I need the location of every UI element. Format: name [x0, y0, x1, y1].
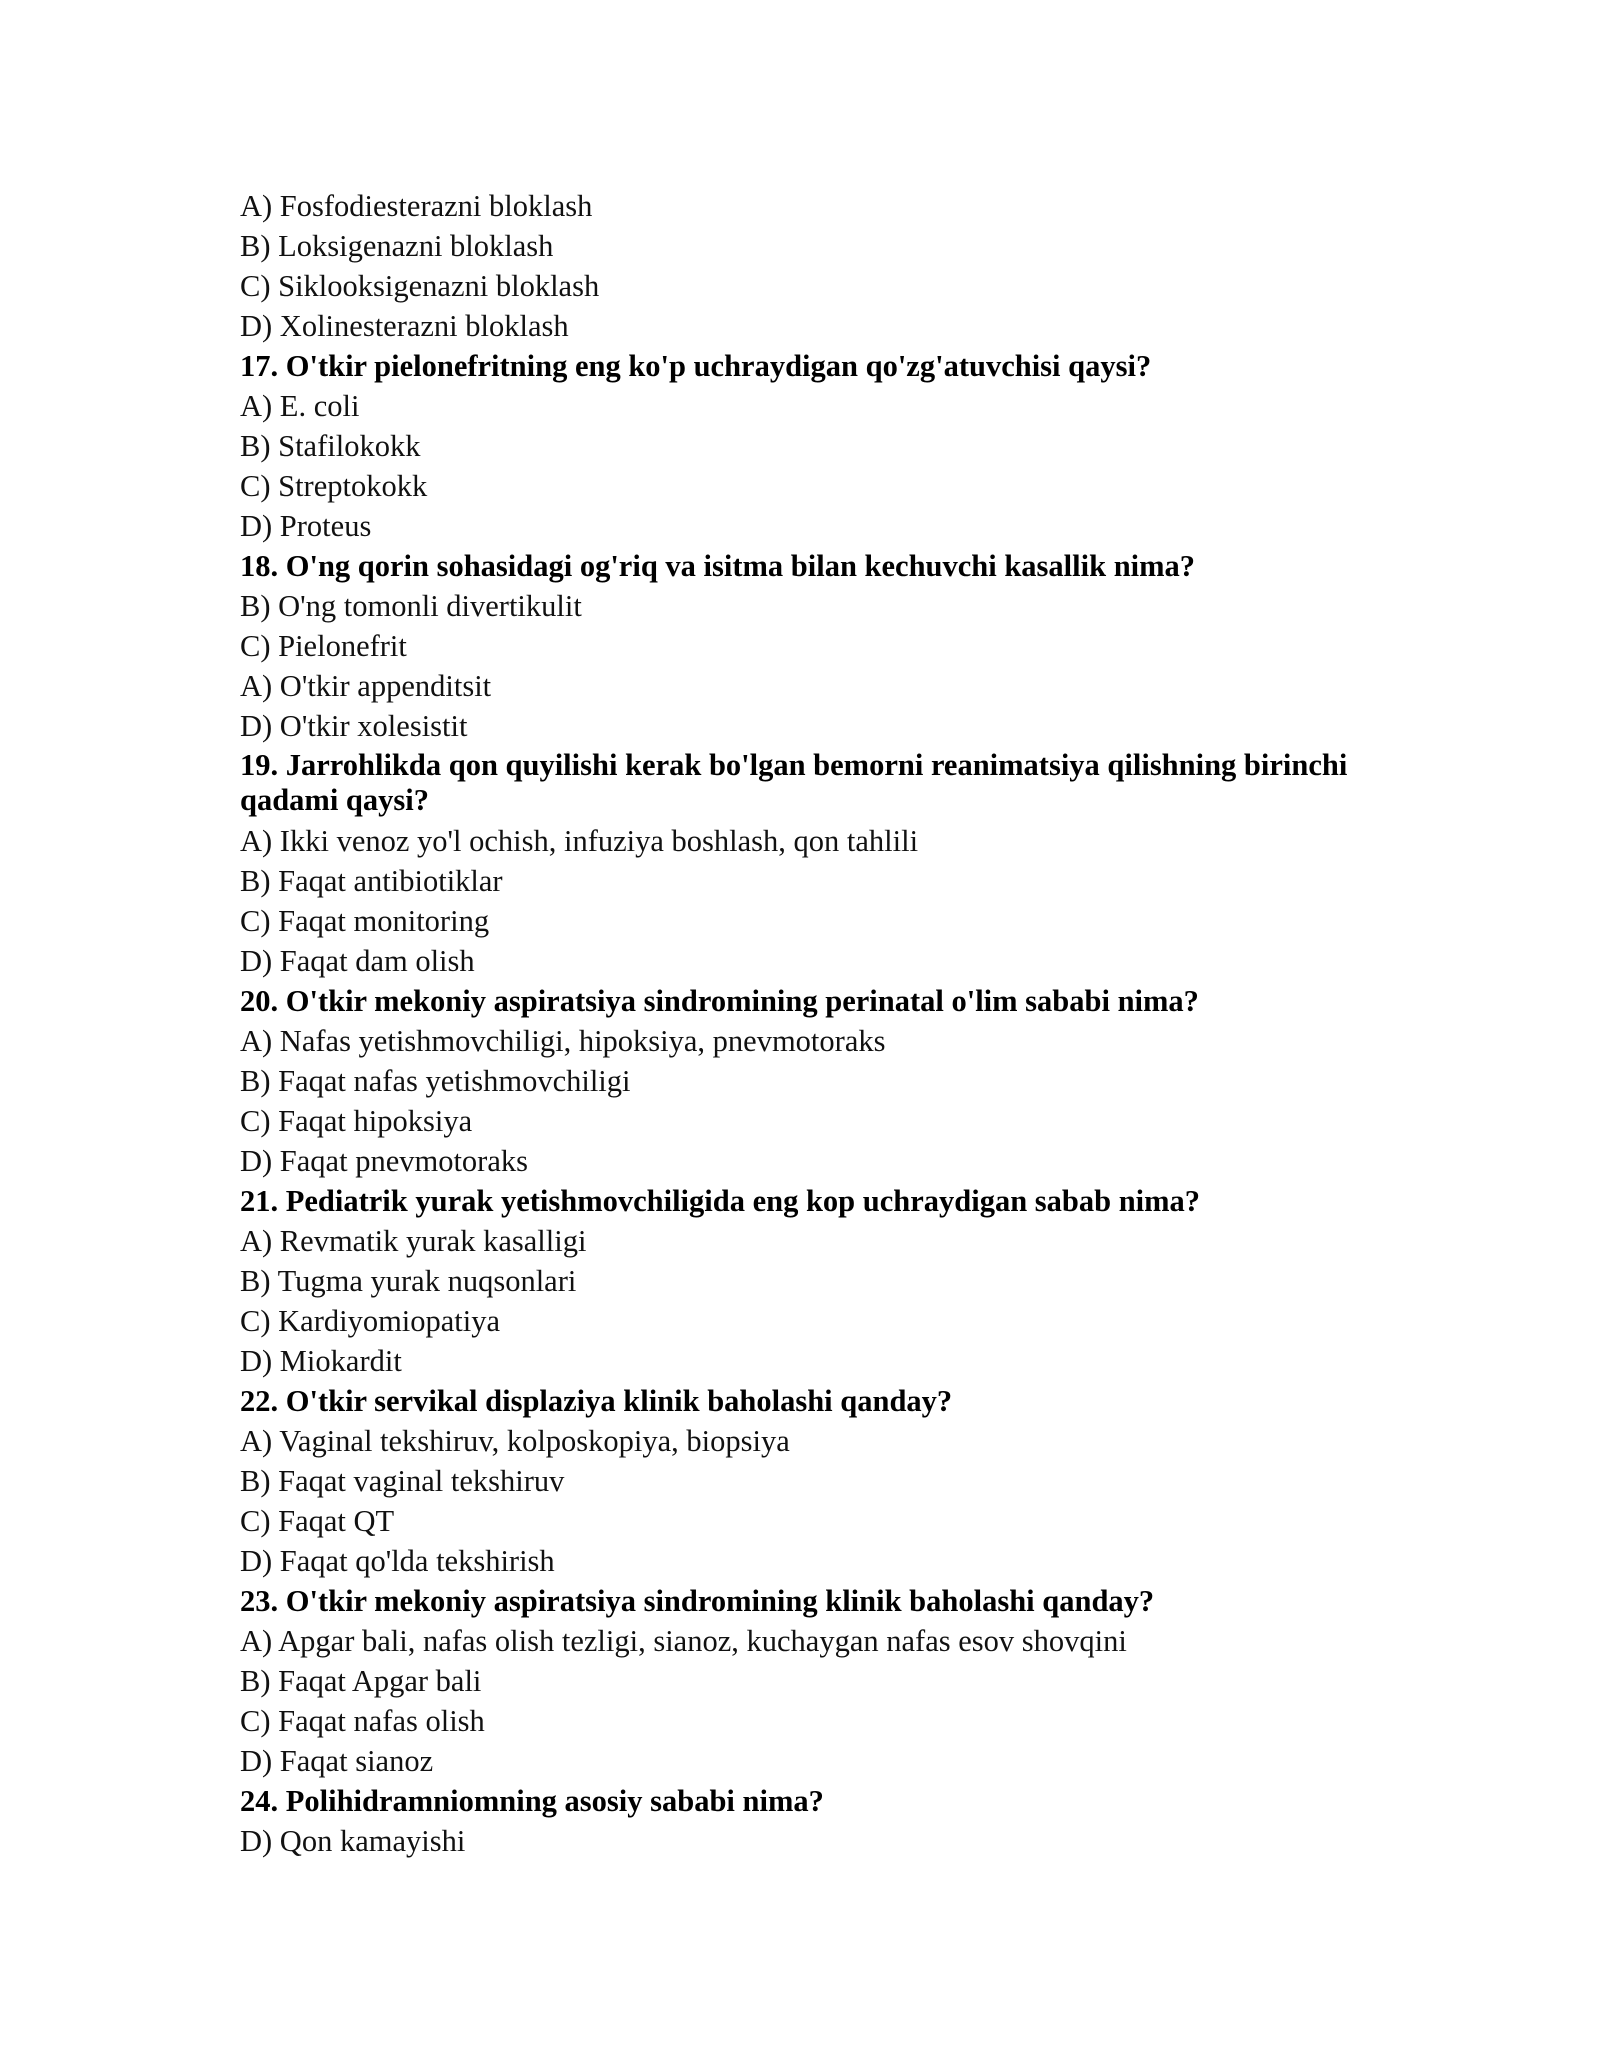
answer-option: B) O'ng tomonli divertikulit	[240, 589, 582, 623]
answer-option: D) O'tkir xolesistit	[240, 709, 468, 743]
answer-option: D) Faqat dam olish	[240, 944, 475, 978]
question-text: 18. O'ng qorin sohasidagi og'riq va isitma bilan kechuvchi kasallik nima?	[240, 549, 1196, 583]
answer-option: D) Xolinesterazni bloklash	[240, 309, 569, 343]
answer-option: C) Faqat hipoksiya	[240, 1104, 473, 1138]
answer-option: B) Faqat antibiotiklar	[240, 864, 503, 898]
answer-option: D) Miokardit	[240, 1344, 402, 1378]
answer-option: C) Streptokokk	[240, 469, 428, 503]
answer-option: D) Faqat sianoz	[240, 1744, 434, 1778]
answer-option: B) Tugma yurak nuqsonlari	[240, 1264, 577, 1298]
answer-option: B) Faqat nafas yetishmovchiligi	[240, 1064, 631, 1098]
answer-option: C) Faqat monitoring	[240, 904, 490, 938]
answer-option: B) Faqat Apgar bali	[240, 1664, 482, 1698]
answer-option: A) Apgar bali, nafas olish tezligi, sianoz, kuchaygan nafas esov shovqini	[240, 1624, 1127, 1658]
question-text: 17. O'tkir pielonefritning eng ko'p uchraydigan qo'zg'atuvchisi qaysi?	[240, 349, 1152, 383]
question-text: 20. O'tkir mekoniy aspiratsiya sindromining perinatal o'lim sababi nima?	[240, 984, 1199, 1018]
question-text: 22. O'tkir servikal displaziya klinik baholashi qanday?	[240, 1384, 953, 1418]
question-text: 19. Jarrohlikda qon quyilishi kerak bo'lgan bemorni reanimatsiya qilishning birinchi qadami qaysi?	[240, 748, 1348, 817]
answer-option: A) Vaginal tekshiruv, kolposkopiya, biopsiya	[240, 1424, 790, 1458]
question-text: 21. Pediatrik yurak yetishmovchiligida eng kop uchraydigan sabab nima?	[240, 1184, 1201, 1218]
question-text: 24. Polihidramniomning asosiy sababi nima?	[240, 1784, 824, 1818]
answer-option: A) Revmatik yurak kasalligi	[240, 1224, 587, 1258]
quiz-content	[240, 186, 1390, 1861]
answer-option: C) Faqat QT	[240, 1504, 395, 1538]
answer-option: A) Nafas yetishmovchiligi, hipoksiya, pnevmotoraks	[240, 1024, 886, 1058]
answer-option: C) Pielonefrit	[240, 629, 407, 663]
answer-option: A) O'tkir appenditsit	[240, 669, 492, 703]
answer-option: A) Fosfodiesterazni bloklash	[240, 189, 593, 223]
answer-option: B) Stafilokokk	[240, 429, 421, 463]
answer-option: A) Ikki venoz yo'l ochish, infuziya boshlash, qon tahlili	[240, 824, 919, 858]
answer-option: B) Loksigenazni bloklash	[240, 229, 554, 263]
answer-option: C) Kardiyomiopatiya	[240, 1304, 501, 1338]
answer-option: D) Qon kamayishi	[240, 1824, 466, 1858]
answer-option: D) Proteus	[240, 509, 372, 543]
answer-option: D) Faqat pnevmotoraks	[240, 1144, 528, 1178]
answer-option: A) E. coli	[240, 389, 360, 423]
answer-option: B) Faqat vaginal tekshiruv	[240, 1464, 565, 1498]
answer-option: D) Faqat qo'lda tekshirish	[240, 1544, 555, 1578]
answer-option: C) Faqat nafas olish	[240, 1704, 485, 1738]
answer-option: C) Siklooksigenazni bloklash	[240, 269, 600, 303]
question-text: 23. O'tkir mekoniy aspiratsiya sindromining klinik baholashi qanday?	[240, 1584, 1155, 1618]
